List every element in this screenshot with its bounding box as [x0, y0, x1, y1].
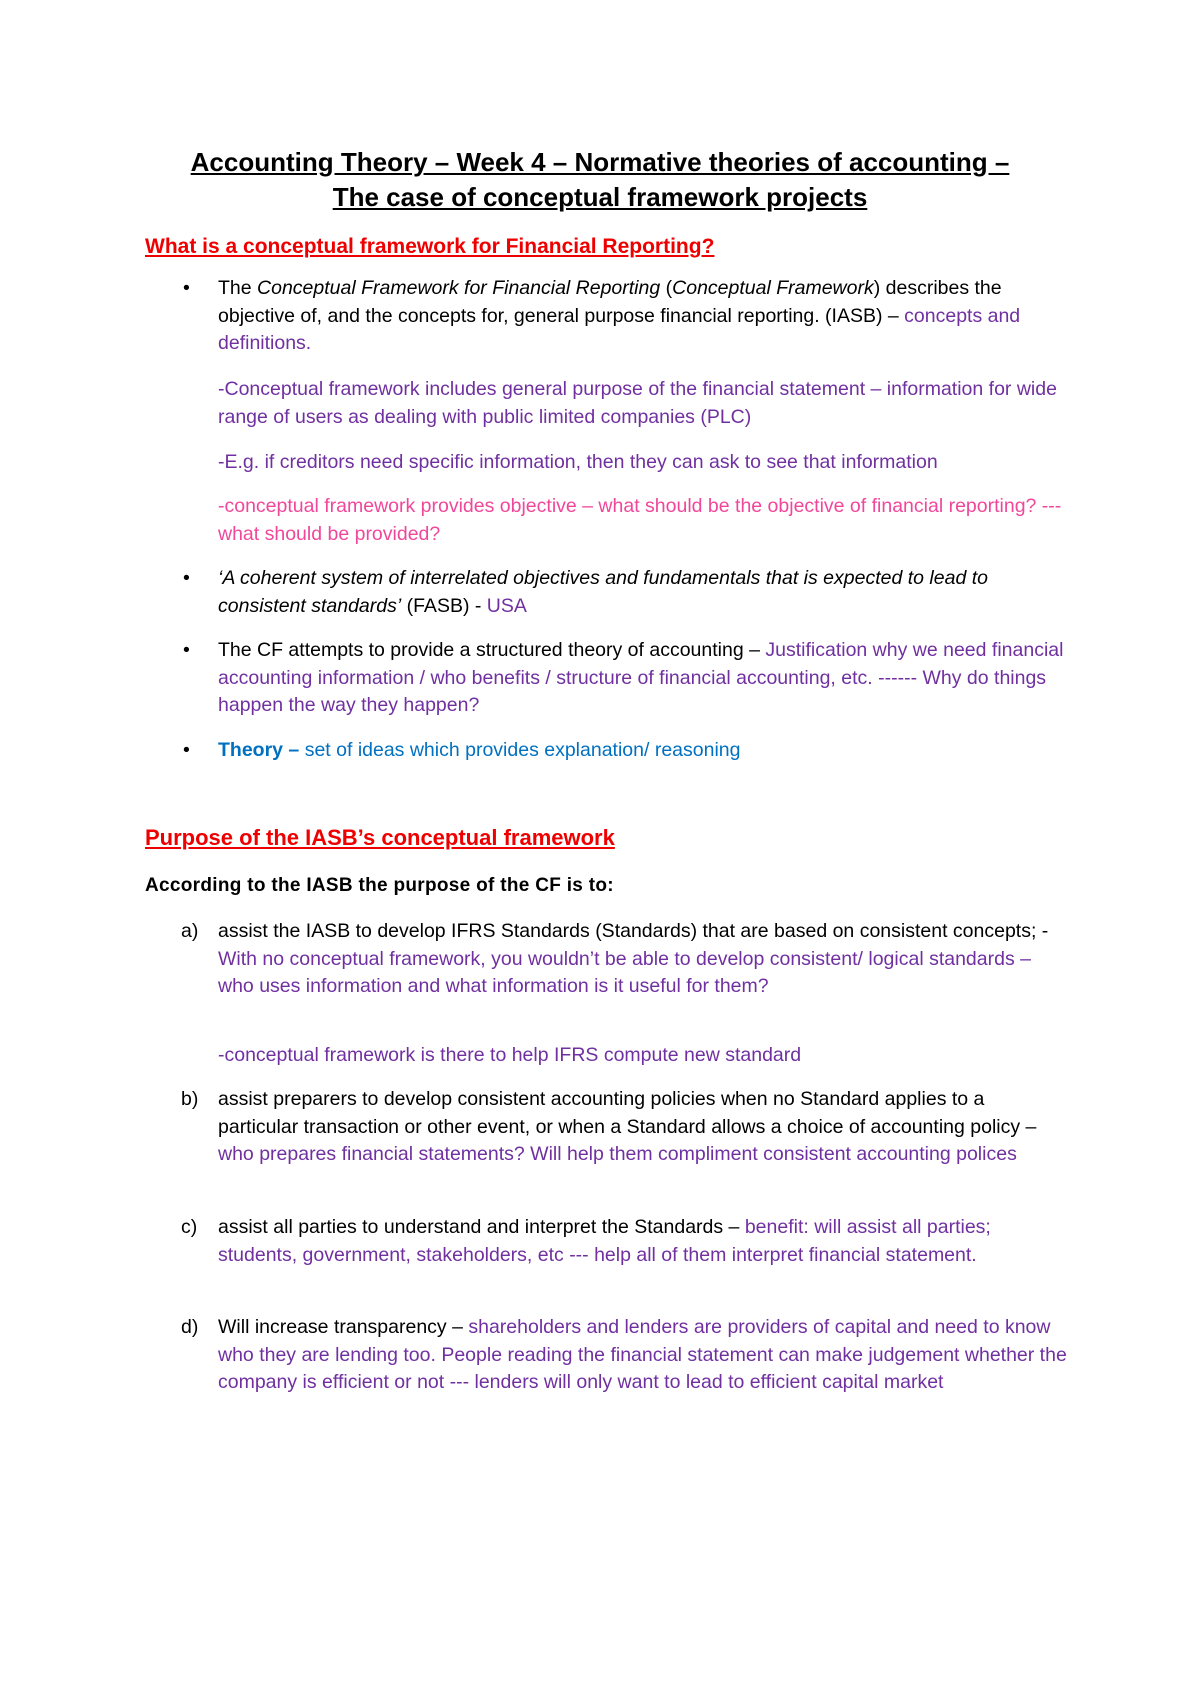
annotation-note: With no conceptual framework, you wouldn’t be able to develop consistent/ logical standards – who uses information and what information is it useful for them?: [218, 947, 1031, 997]
list-item-b: [218, 1086, 1068, 1169]
list-marker: b): [181, 1088, 199, 1110]
note-ifrs-standard: -conceptual framework is there to help IFRS compute new standard: [218, 1044, 802, 1066]
list-item-a: [218, 918, 1068, 1001]
note-creditors: -E.g. if creditors need specific information, then they can ask to see that information: [218, 451, 938, 473]
bullet-marker: •: [183, 639, 190, 661]
annotation-note: Justification why we need financial accounting information / who benefits / structure of financial accounting, etc. ------ Why do things happen the way they happen?: [218, 639, 1064, 716]
list-item-c: [218, 1214, 1068, 1269]
bold-term: Theory: [218, 739, 284, 761]
bullet-theory: [218, 737, 1068, 765]
text-run: assist all parties to understand and interpret the Standards –: [218, 1216, 745, 1238]
italic-run: ‘A coherent system of interrelated objectives and fundamentals that is expected to lead to consistent standards’: [218, 567, 988, 617]
annotation-note: set of ideas which provides explanation/ reasoning: [304, 739, 741, 761]
text-run: The CF attempts to provide a structured theory of accounting –: [218, 639, 766, 661]
list-marker: d): [181, 1316, 199, 1338]
text-run: –: [283, 739, 305, 761]
note-general-purpose: -Conceptual framework includes general purpose of the financial statement – information for wide range of users as dealing with public limited companies (PLC): [218, 378, 1057, 428]
title-line-1: Accounting Theory – Week 4 – Normative theories of accounting –: [190, 147, 1010, 177]
annotation-note: USA: [486, 594, 527, 617]
bullet-marker: •: [183, 567, 190, 589]
list-marker: a): [181, 920, 199, 942]
annotation-note: shareholders and lenders are providers of capital and need to know who they are lending too. People reading the financial statement can make judgement whether the company is efficient or not --- lenders will only want to lead to efficient capital market: [218, 1316, 1067, 1393]
bullet-structured-theory: [218, 637, 1068, 720]
title-line-2: The case of conceptual framework projects: [332, 182, 868, 212]
section-heading-conceptual-framework: What is a conceptual framework for Financial Reporting?: [145, 235, 715, 258]
text-run: Will increase transparency –: [218, 1316, 469, 1338]
text-run: The: [218, 277, 258, 299]
bullet-marker: •: [183, 739, 190, 761]
bullet-marker: •: [183, 277, 190, 299]
text-run: assist the IASB to develop IFRS Standards (Standards) that are based on consistent concepts; -: [218, 920, 1049, 942]
purpose-intro: According to the IASB the purpose of the CF is to:: [145, 875, 614, 896]
text-run: assist preparers to develop consistent accounting policies when no Standard applies to a particular transaction or other event, or when a Standard allows a choice of accounting policy –: [218, 1088, 1037, 1138]
bullet-fasb-definition: [218, 565, 1068, 620]
text-run: (FASB) -: [401, 594, 487, 617]
text-run: (: [660, 277, 673, 299]
annotation-note: benefit: will assist all parties; students, government, stakeholders, etc --- help all of them interpret financial statement.: [218, 1216, 991, 1266]
section-heading-purpose: Purpose of the IASB’s conceptual framework: [145, 825, 615, 850]
list-marker: c): [181, 1216, 198, 1238]
bullet-cf-definition: [218, 275, 1068, 358]
note-objective: -conceptual framework provides objective – what should be the objective of financial reporting? --- what should be provided?: [218, 495, 1062, 545]
italic-run: Conceptual Framework: [672, 277, 874, 299]
italic-run: Conceptual Framework for Financial Reporting: [257, 277, 661, 299]
annotation-note: concepts and definitions.: [218, 304, 1021, 354]
annotation-note: who prepares financial statements? Will help them compliment consistent accounting polices: [218, 1143, 1017, 1165]
list-item-d: [218, 1314, 1068, 1397]
text-run: ) describes the objective of, and the concepts for, general purpose financial reporting. (IASB) –: [218, 277, 1002, 327]
document-title: [0, 145, 1200, 215]
